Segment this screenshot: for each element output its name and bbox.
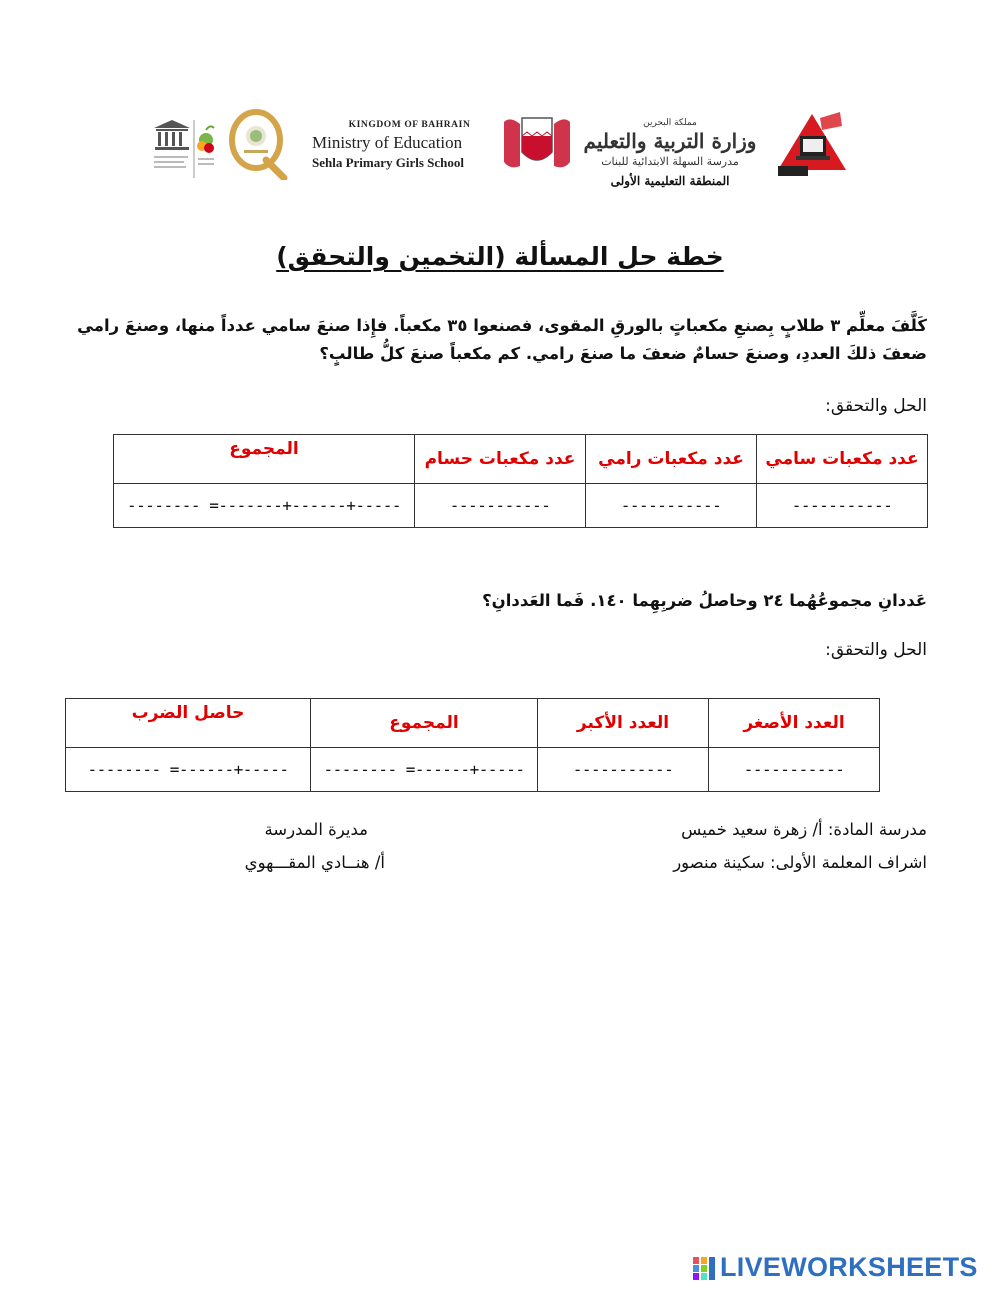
problem-2-text: عَددانِ مجموعُهُما ٢٤ وحاصلُ ضربِهِما ١٤٠. فَما العَددانِ؟ — [482, 591, 927, 610]
problem-2-table — [65, 698, 880, 792]
table-header-cell: العدد الأكبر — [538, 699, 709, 748]
ar-region-label: المنطقة التعليمية الأولى — [610, 174, 730, 188]
answer-cell[interactable]: ----------- — [415, 484, 586, 528]
liveworksheets-text: LIVEWORKSHEETS — [720, 1252, 978, 1282]
table-header-cell: عدد مكعبات رامي — [586, 435, 757, 484]
bahrain-crest-icon — [500, 112, 574, 176]
answer-cell[interactable]: ----------- — [757, 484, 928, 528]
table-header-cell: حاصل الضرب — [66, 699, 311, 748]
answer-cell[interactable]: ----------- — [538, 748, 709, 792]
table-header-cell: المجموع — [311, 699, 538, 748]
table-header-cell: عدد مكعبات حسام — [415, 435, 586, 484]
principal-title: مديرة المدرسة — [264, 820, 368, 839]
ar-ministry-label: وزارة التربية والتعليم — [583, 129, 757, 153]
answer-cell[interactable]: -------- =------+----- — [66, 748, 311, 792]
problem-1-text: كَلَّفَ معلِّم ٣ طلابٍ بِصنعِ مكعباتٍ بالورقِ المقوى، فصنعوا ٣٥ مكعباً. فإِذا صنعَ سامي عدداً منها، وصنعَ رامي ضعفَ ذلكَ العددِ، وصنعَ حسامٌ ضعفَ ما صنعَ رامي. كم مكعباً صنعَ كلُّ طالبٍ؟ — [77, 316, 927, 363]
ar-school-label: مدرسة السهلة الابتدائية للبنات — [601, 155, 739, 168]
table-header-cell: المجموع — [114, 435, 415, 484]
ar-kingdom-label: مملكة البحرين — [643, 118, 697, 128]
solution-label-1: الحل والتحقق: — [825, 396, 927, 416]
solution-label-2: الحل والتحقق: — [825, 640, 927, 660]
teacher-signature: مدرسة المادة: أ/ زهرة سعيد خميس — [681, 820, 927, 839]
principal-name: أ/ هنــادي المقـــهوي — [244, 853, 385, 872]
school-label: Sehla Primary Girls School — [312, 155, 465, 170]
ministry-label: Ministry of Education — [312, 133, 463, 152]
answer-cell[interactable]: ----------- — [586, 484, 757, 528]
quality-q-logo — [228, 108, 288, 180]
page-title: خطة حل المسألة (التخمين والتحقق) — [276, 242, 724, 271]
school-logo-icon — [772, 110, 852, 180]
unesco-logo — [150, 118, 218, 180]
ministry-arabic-block — [575, 118, 765, 188]
kingdom-label: KINGDOM OF BAHRAIN — [348, 120, 471, 130]
answer-cell[interactable]: ----------- — [709, 748, 880, 792]
liveworksheets-icon — [692, 1255, 716, 1281]
table-header-cell: العدد الأصغر — [709, 699, 880, 748]
table-header-cell: عدد مكعبات سامي — [757, 435, 928, 484]
supervisor-signature: اشراف المعلمة الأولى: سكينة منصور — [673, 853, 927, 872]
liveworksheets-brand[interactable] — [692, 1252, 978, 1283]
answer-cell[interactable]: -------- =------+----- — [311, 748, 538, 792]
problem-1-table — [113, 434, 928, 528]
ministry-english-block — [312, 120, 507, 171]
answer-cell[interactable]: -------- =-------+------+----- — [114, 484, 415, 528]
